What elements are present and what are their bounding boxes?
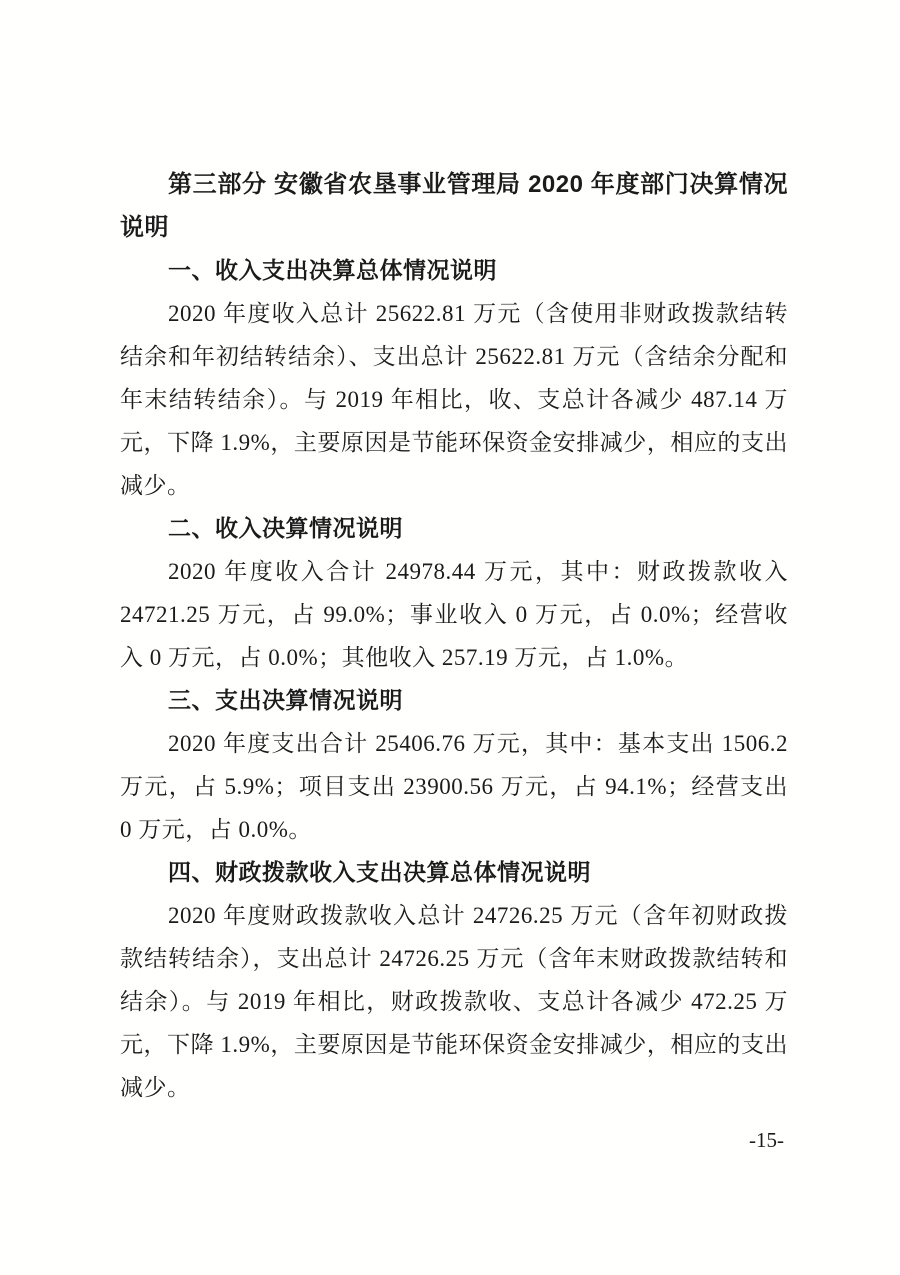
document-title: 第三部分 安徽省农垦事业管理局 2020 年度部门决算情况说明 bbox=[120, 171, 788, 241]
section-paragraph-income-details: 2020 年度收入合计 24978.44 万元，其中：财政拨款收入 24721.25 万元，占 99.0%；事业收入 0 万元，占 0.0%；经营收入 0 万元，占 0.0%；其他收入 257.19 万元，占 1.0%。 bbox=[120, 559, 788, 670]
section-heading-fiscal-appropriation-overview: 四、财政拨款收入支出决算总体情况说明 bbox=[168, 859, 591, 885]
section-paragraph-income-expenditure-overview: 2020 年度收入总计 25622.81 万元（含使用非财政拨款结转结余和年初结转结余）、支出总计 25622.81 万元（含结余分配和年末结转结余）。与 2019 年相比，收、支总计各减少 487.14 万元，下降 1.9%，主要原因是节能环保资金安排减少，相应的支出减少。 bbox=[120, 301, 788, 498]
document-body bbox=[120, 163, 788, 1109]
page-number: -15- bbox=[749, 1128, 784, 1152]
section-heading-income-expenditure-overview: 一、收入支出决算总体情况说明 bbox=[168, 257, 497, 283]
section-paragraph-fiscal-appropriation-overview: 2020 年度财政拨款收入总计 24726.25 万元（含年初财政拨款结转结余），支出总计 24726.25 万元（含年末财政拨款结转和结余）。与 2019 年相比，财政拨款收、支总计各减少 472.25 万元，下降 1.9%，主要原因是节能环保资金安排减少，相应的支出减少。 bbox=[120, 903, 788, 1100]
section-paragraph-expenditure-details: 2020 年度支出合计 25406.76 万元，其中：基本支出 1506.2 万元，占 5.9%；项目支出 23900.56 万元，占 94.1%；经营支出 0 万元，占 0.0%。 bbox=[120, 731, 788, 842]
section-heading-income-details: 二、收入决算情况说明 bbox=[168, 515, 403, 541]
section-heading-expenditure-details: 三、支出决算情况说明 bbox=[168, 687, 403, 713]
